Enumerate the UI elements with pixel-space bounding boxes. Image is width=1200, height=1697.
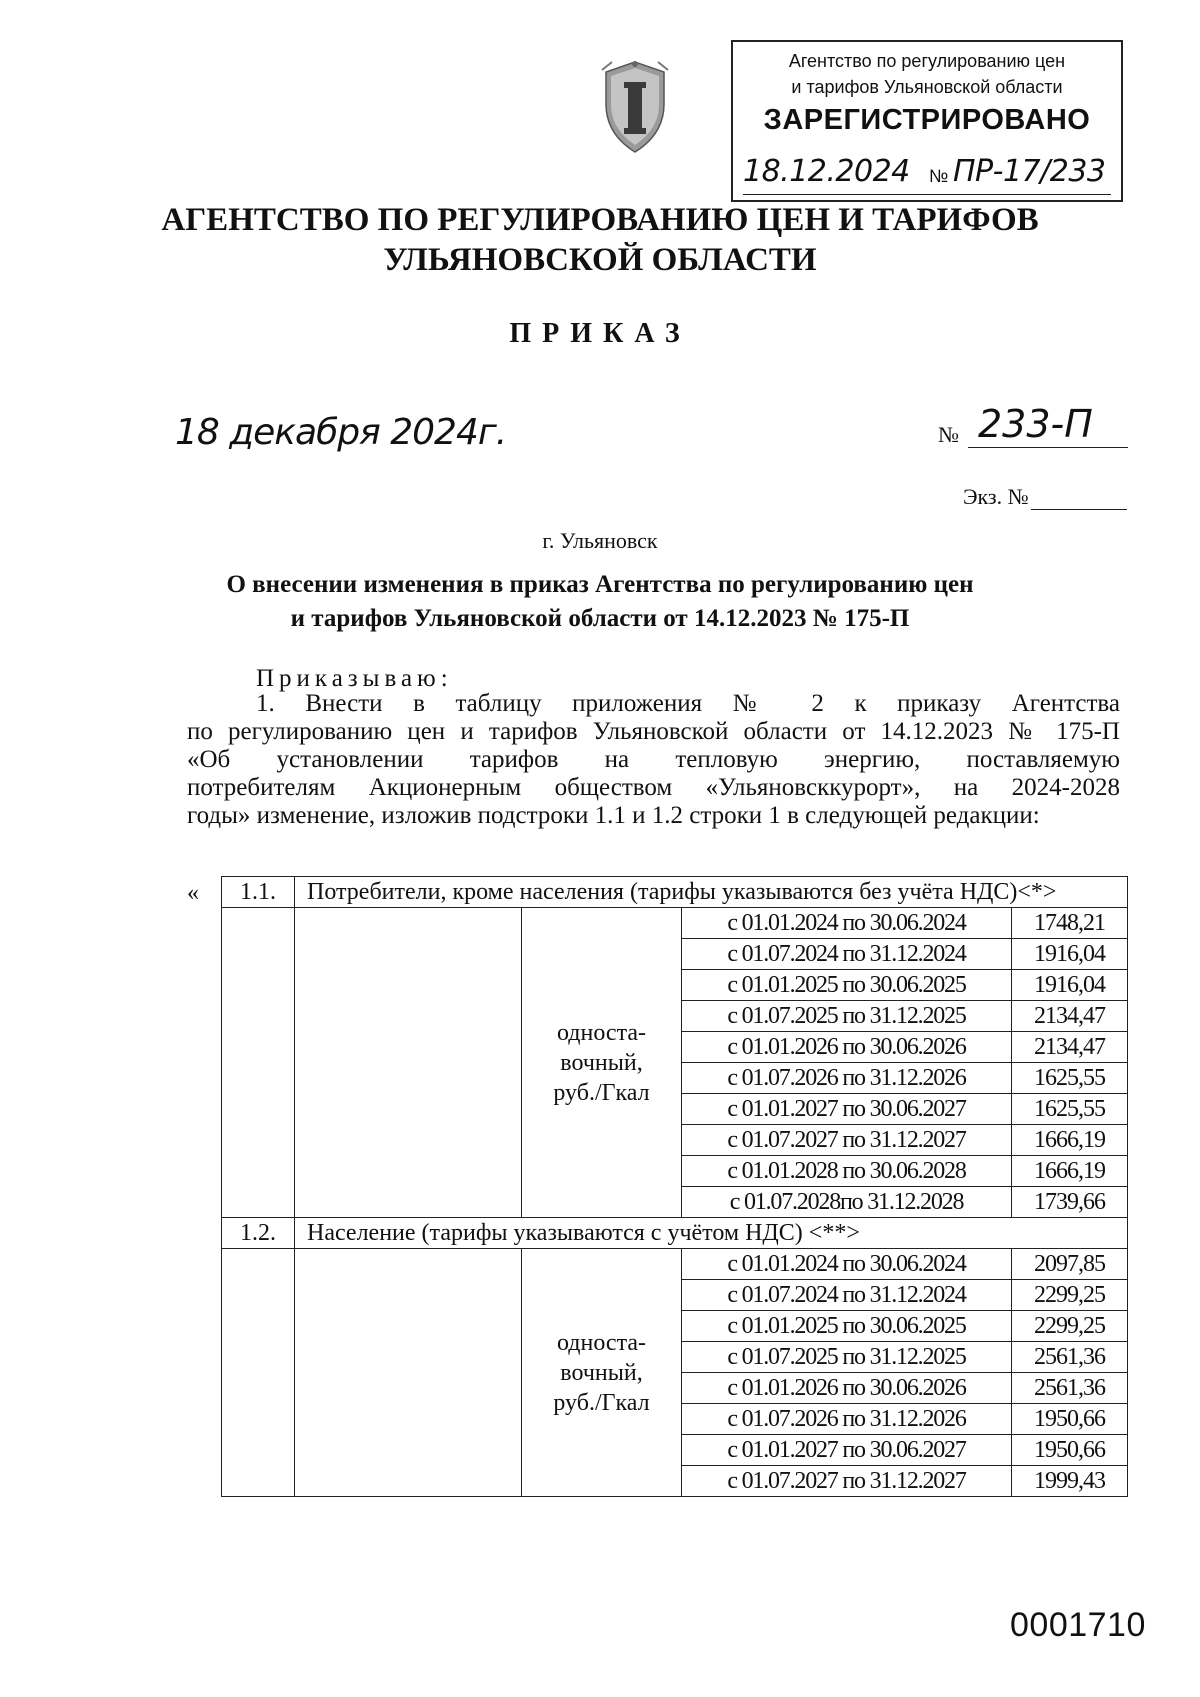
tariff-value: 2299,25: [1012, 1311, 1128, 1342]
tariff-type-text: вочный,: [560, 1049, 643, 1076]
paragraph-line: годы» изменение, изложив подстроки 1.1 и 1.2 строки 1 в следующей редакции:: [187, 802, 1040, 829]
paragraph-line: потребителям Акционерным обществом «Ульяновсккурорт», на 2024-2028: [187, 774, 1120, 801]
registration-stamp: [731, 40, 1123, 202]
paragraph-line: по регулированию цен и тарифов Ульяновской области от 14.12.2023 № 175-П: [187, 718, 1120, 745]
order-subject-line1: О внесении изменения в приказ Агентства по регулированию цен: [226, 571, 974, 598]
tariff-value: 2561,36: [1012, 1342, 1128, 1373]
tariff-value: 1950,66: [1012, 1435, 1128, 1466]
section-heading: Потребители, кроме населения (тарифы указываются без учёта НДС)<*>: [295, 877, 1128, 908]
tariff-type-cell: [522, 1249, 682, 1497]
section-number: 1.1.: [222, 877, 295, 908]
tariff-period: с 01.07.2028по 31.12.2028: [682, 1187, 1012, 1218]
tariff-row: [222, 908, 1128, 939]
copy-number-blank: [1031, 489, 1127, 510]
tariff-period: с 01.07.2025 по 31.12.2025: [682, 1001, 1012, 1032]
tariff-value: 1625,55: [1012, 1063, 1128, 1094]
tariff-period: с 01.01.2026 по 30.06.2026: [682, 1373, 1012, 1404]
handwritten-date: 18 декабря 2024г.: [175, 412, 507, 453]
document-number-label: №: [938, 422, 959, 447]
paragraph-line: 1. Внести в таблицу приложения № 2 к приказу Агентства: [256, 690, 1120, 717]
tariff-value: 1916,04: [1012, 939, 1128, 970]
tariff-value: 2134,47: [1012, 1032, 1128, 1063]
stamp-registration-line: [743, 154, 1111, 195]
tariff-type-text: односта-: [556, 1329, 647, 1356]
paragraph-line: «Об установлении тарифов на тепловую энергию, поставляемую: [187, 746, 1120, 773]
tariff-period: с 01.01.2024 по 30.06.2024: [682, 1249, 1012, 1280]
stamp-agency-line1: Агентство по регулированию цен: [788, 51, 1066, 71]
tariff-period: с 01.07.2026 по 31.12.2026: [682, 1404, 1012, 1435]
order-subject: [0, 568, 1200, 636]
tariff-period: с 01.07.2027 по 31.12.2027: [682, 1466, 1012, 1497]
tariff-table-body: [222, 877, 1128, 1497]
tariff-type-text: вочный,: [560, 1359, 643, 1386]
tariff-value: 2134,47: [1012, 1001, 1128, 1032]
tariff-period: с 01.01.2027 по 30.06.2027: [682, 1435, 1012, 1466]
tariff-value: 1999,43: [1012, 1466, 1128, 1497]
tariff-type-text: руб./Гкал: [553, 1389, 650, 1416]
document-serial-number: 0001710: [1010, 1606, 1146, 1644]
table-open-quote: «: [187, 880, 199, 906]
empty-cell: [222, 1249, 295, 1497]
order-directive-word: Приказываю:: [256, 665, 453, 692]
stamp-agency-line2: и тарифов Ульяновской области: [791, 77, 1063, 97]
empty-cell: [222, 908, 295, 1218]
tariff-period: с 01.01.2025 по 30.06.2025: [682, 1311, 1012, 1342]
tariff-period: с 01.07.2024 по 31.12.2024: [682, 939, 1012, 970]
tariff-period: с 01.07.2027 по 31.12.2027: [682, 1125, 1012, 1156]
tariff-value: 2097,85: [1012, 1249, 1128, 1280]
stamp-reg-date: 18.12.2024: [743, 154, 910, 189]
agency-name-line1: АГЕНТСТВО ПО РЕГУЛИРОВАНИЮ ЦЕН И ТАРИФОВ: [161, 202, 1039, 238]
tariff-period: с 01.01.2026 по 30.06.2026: [682, 1032, 1012, 1063]
tariff-type-text: руб./Гкал: [553, 1079, 650, 1106]
tariff-period: с 01.01.2027 по 30.06.2027: [682, 1094, 1012, 1125]
coat-of-arms-emblem: [598, 58, 672, 158]
copy-number-label: Экз. №: [963, 484, 1029, 509]
tariff-value: 1950,66: [1012, 1404, 1128, 1435]
stamp-reg-number: ПР-17/233: [953, 154, 1106, 189]
empty-cell: [295, 1249, 522, 1497]
stamp-status: ЗАРЕГИСТРИРОВАНО: [763, 104, 1091, 136]
tariff-period: с 01.01.2024 по 30.06.2024: [682, 908, 1012, 939]
section-heading-row: [222, 877, 1128, 908]
tariff-type-cell: [522, 908, 682, 1218]
tariff-value: 2299,25: [1012, 1280, 1128, 1311]
tariff-value: 2561,36: [1012, 1373, 1128, 1404]
tariff-period: с 01.07.2024 по 31.12.2024: [682, 1280, 1012, 1311]
tariff-period: с 01.01.2025 по 30.06.2025: [682, 970, 1012, 1001]
handwritten-document-number: 233-П: [968, 402, 1128, 448]
agency-name-line2: УЛЬЯНОВСКОЙ ОБЛАСТИ: [383, 242, 817, 278]
order-subject-line2: и тарифов Ульяновской области от 14.12.2023 № 175-П: [290, 605, 910, 632]
agency-name: [0, 200, 1200, 280]
tariff-value: 1739,66: [1012, 1187, 1128, 1218]
section-heading-row: [222, 1218, 1128, 1249]
tariff-value: 1666,19: [1012, 1125, 1128, 1156]
tariff-value: 1916,04: [1012, 970, 1128, 1001]
tariff-period: с 01.01.2028 по 30.06.2028: [682, 1156, 1012, 1187]
tariff-type-text: односта-: [556, 1019, 647, 1046]
city: г. Ульяновск: [542, 528, 658, 553]
document-type-title: ПРИКАЗ: [509, 318, 691, 349]
empty-cell: [295, 908, 522, 1218]
stamp-no-label: №: [929, 166, 949, 186]
section-heading: Население (тарифы указываются с учётом НДС) <**>: [295, 1218, 1128, 1249]
tariff-row: [222, 1249, 1128, 1280]
tariff-value: 1666,19: [1012, 1156, 1128, 1187]
order-paragraph: [187, 690, 1120, 830]
tariff-table: [221, 876, 1128, 1497]
tariff-value: 1625,55: [1012, 1094, 1128, 1125]
tariff-period: с 01.07.2026 по 31.12.2026: [682, 1063, 1012, 1094]
section-number: 1.2.: [222, 1218, 295, 1249]
copy-number-field: [963, 484, 1127, 510]
tariff-value: 1748,21: [1012, 908, 1128, 939]
tariff-period: с 01.07.2025 по 31.12.2025: [682, 1342, 1012, 1373]
